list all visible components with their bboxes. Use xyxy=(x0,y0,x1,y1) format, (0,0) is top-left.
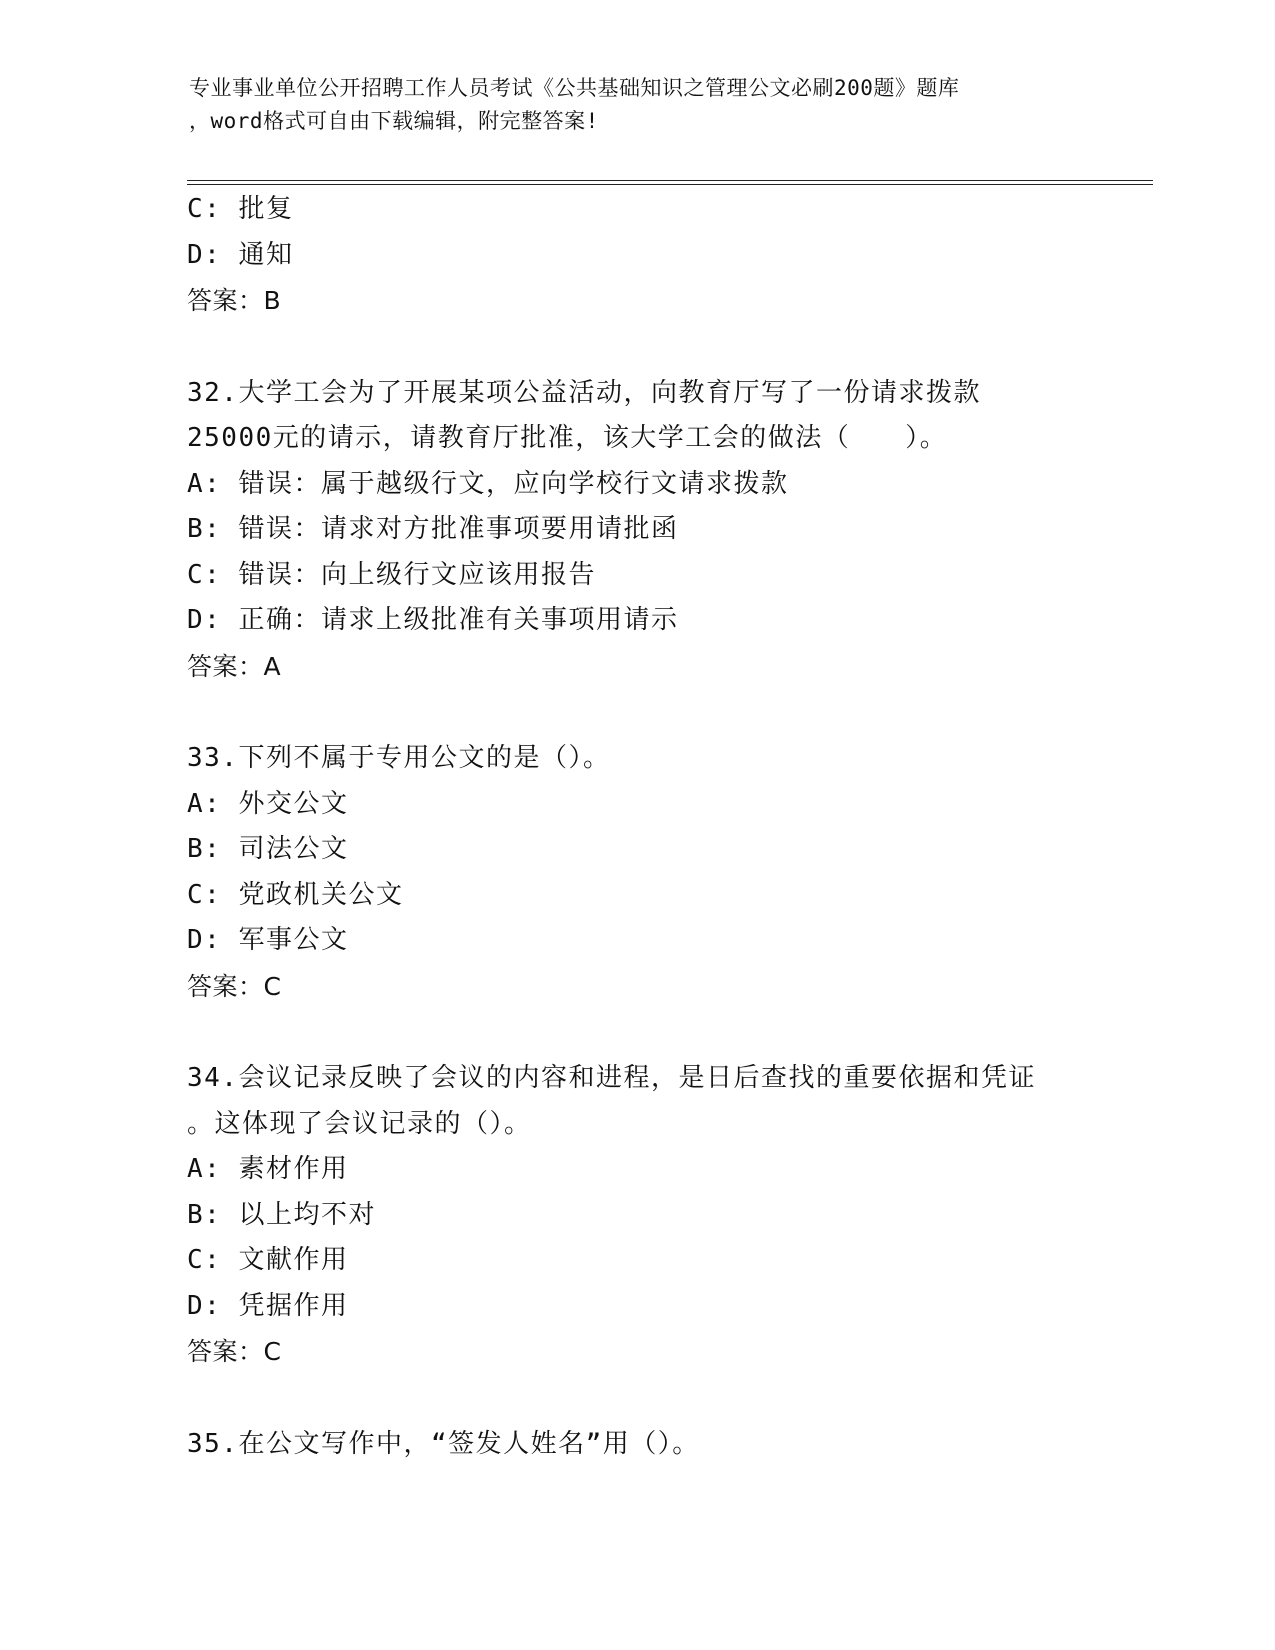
question-stem: 33.下列不属于专用公文的是（）。 xyxy=(187,743,611,773)
question-spacer xyxy=(187,324,1107,371)
question-stem: 35.在公文写作中，“签发人姓名”用（）。 xyxy=(187,1428,700,1459)
option-d: D: 通知 xyxy=(187,239,294,270)
option-b: B: 以上均不对 xyxy=(187,1199,376,1230)
question-stem: 34.会议记录反映了会议的内容和进程，是日后查找的重要依据和凭证 xyxy=(187,1063,1036,1093)
answer-label: 答案：B xyxy=(187,286,282,315)
question-34 xyxy=(187,1056,1107,1375)
option-d: D: 军事公文 xyxy=(187,925,349,955)
header-divider-bottom xyxy=(187,184,1153,185)
question-list xyxy=(187,187,1107,1467)
question-spacer xyxy=(187,689,1107,736)
option-c: C: 文献作用 xyxy=(187,1245,349,1275)
option-c: C: 党政机关公文 xyxy=(187,879,404,910)
option-a: A: 外交公文 xyxy=(187,788,349,819)
question-stem: 25000元的请示，请教育厅批准，该大学工会的做法（ ）。 xyxy=(187,423,948,453)
option-d: D: 正确：请求上级批准有关事项用请示 xyxy=(187,605,679,635)
question-stem: 32.大学工会为了开展某项公益活动，向教育厅写了一份请求拨款 xyxy=(187,377,981,408)
answer-label: 答案：C xyxy=(187,971,282,1001)
option-b: B: 司法公文 xyxy=(187,834,349,864)
question-31-continued xyxy=(187,187,1107,324)
header-title-line-1: 专业事业单位公开招聘工作人员考试《公共基础知识之管理公文必刷200题》题库 xyxy=(189,76,960,100)
question-stem: 。这体现了会议记录的（）。 xyxy=(187,1108,532,1139)
option-d: D: 凭据作用 xyxy=(187,1290,349,1321)
header-divider-top xyxy=(187,180,1153,181)
answer-label: 答案：C xyxy=(187,1337,282,1366)
answer-label: 答案：A xyxy=(187,651,282,681)
question-spacer xyxy=(187,1009,1107,1056)
option-c: C: 错误：向上级行文应该用报告 xyxy=(187,559,596,590)
question-spacer xyxy=(187,1375,1107,1422)
option-b: B: 错误：请求对方批准事项要用请批函 xyxy=(187,514,679,544)
header-title-line-2: ，word格式可自由下载编辑，附完整答案! xyxy=(189,109,599,133)
option-a: A: 错误：属于越级行文，应向学校行文请求拨款 xyxy=(187,468,789,499)
question-33 xyxy=(187,736,1107,1009)
document-header xyxy=(189,72,1089,138)
question-35 xyxy=(187,1422,1107,1468)
option-c: C: 批复 xyxy=(187,194,294,224)
option-a: A: 素材作用 xyxy=(187,1154,349,1184)
question-32 xyxy=(187,371,1107,690)
